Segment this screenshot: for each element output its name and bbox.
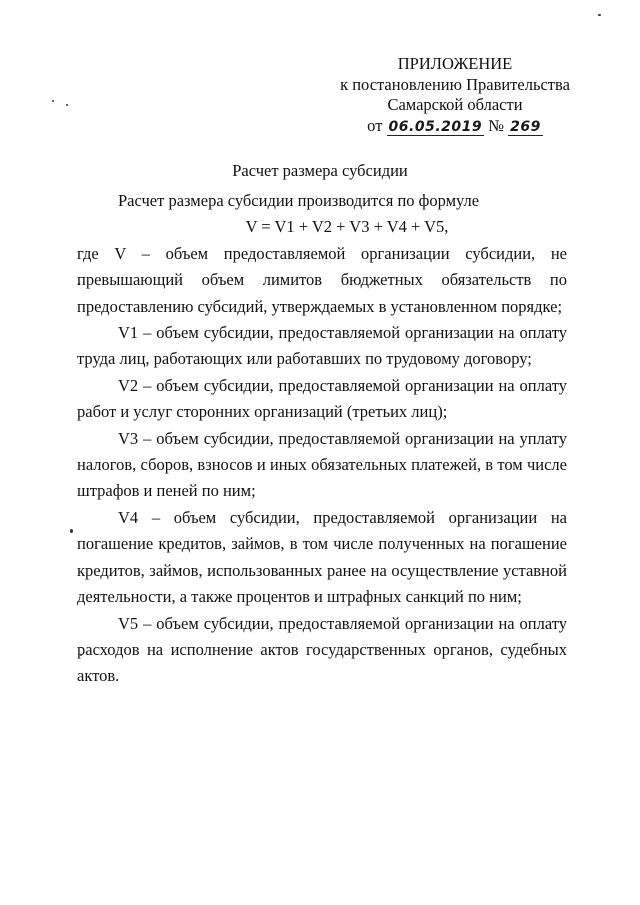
date-prefix: от [367,115,383,135]
scan-speck [52,100,54,102]
number-sign: № [488,115,504,135]
definition-v3: V3 – объем субсидии, предоставляемой организации на уплату налогов, сборов, взносов и иных обязательных платежей, в том числе штрафов и пеней по ним; [77,428,567,501]
scan-speck [598,14,601,16]
formula-line [77,214,567,240]
definition-v1: V1 – объем субсидии, предоставляемой организации на оплату труда лиц, работающих или работавших по трудовому договору; [77,323,567,369]
document-body [77,188,567,690]
definition-v5: V5 – объем субсидии, предоставляемой организации на оплату расходов на исполнение актов государственных органов, судебных актов. [77,613,567,686]
scan-speck [66,104,68,106]
scan-speck [70,529,73,533]
appendix-header [300,54,610,137]
intro-paragraph: Расчет размера субсидии производится по формуле [118,191,480,210]
appendix-decree-line: к постановлению Правительства [340,74,570,94]
definition-v2: V2 – объем субсидии, предоставляемой организации на оплату работ и услуг сторонних организаций (третьих лиц); [77,375,567,422]
formula: V = V1 + V2 + V3 + V4 + V5, [245,217,449,237]
appendix-date-line [300,116,610,138]
appendix-title: ПРИЛОЖЕНИЕ [397,54,513,73]
definition-v4: V4 – объем субсидии, предоставляемой организации на погашение кредитов, займов, в том числе полученных на погашение кредитов, займов, использованных ранее на осуществление уставной деятельности, а также процентов и штрафных санкций по ним; [77,507,567,607]
handwritten-number: 269 [510,118,541,135]
definition-v: где V – объем предоставляемой организации субсидии, не превышающий объем лимитов бюджетных обязательств по предоставлению субсидий, утверждаемых в установленном порядке; [77,243,567,316]
document-heading: Расчет размера субсидии [232,161,408,180]
appendix-region-line: Самарской области [387,95,523,114]
handwritten-date: 06.05.2019 [388,118,483,135]
